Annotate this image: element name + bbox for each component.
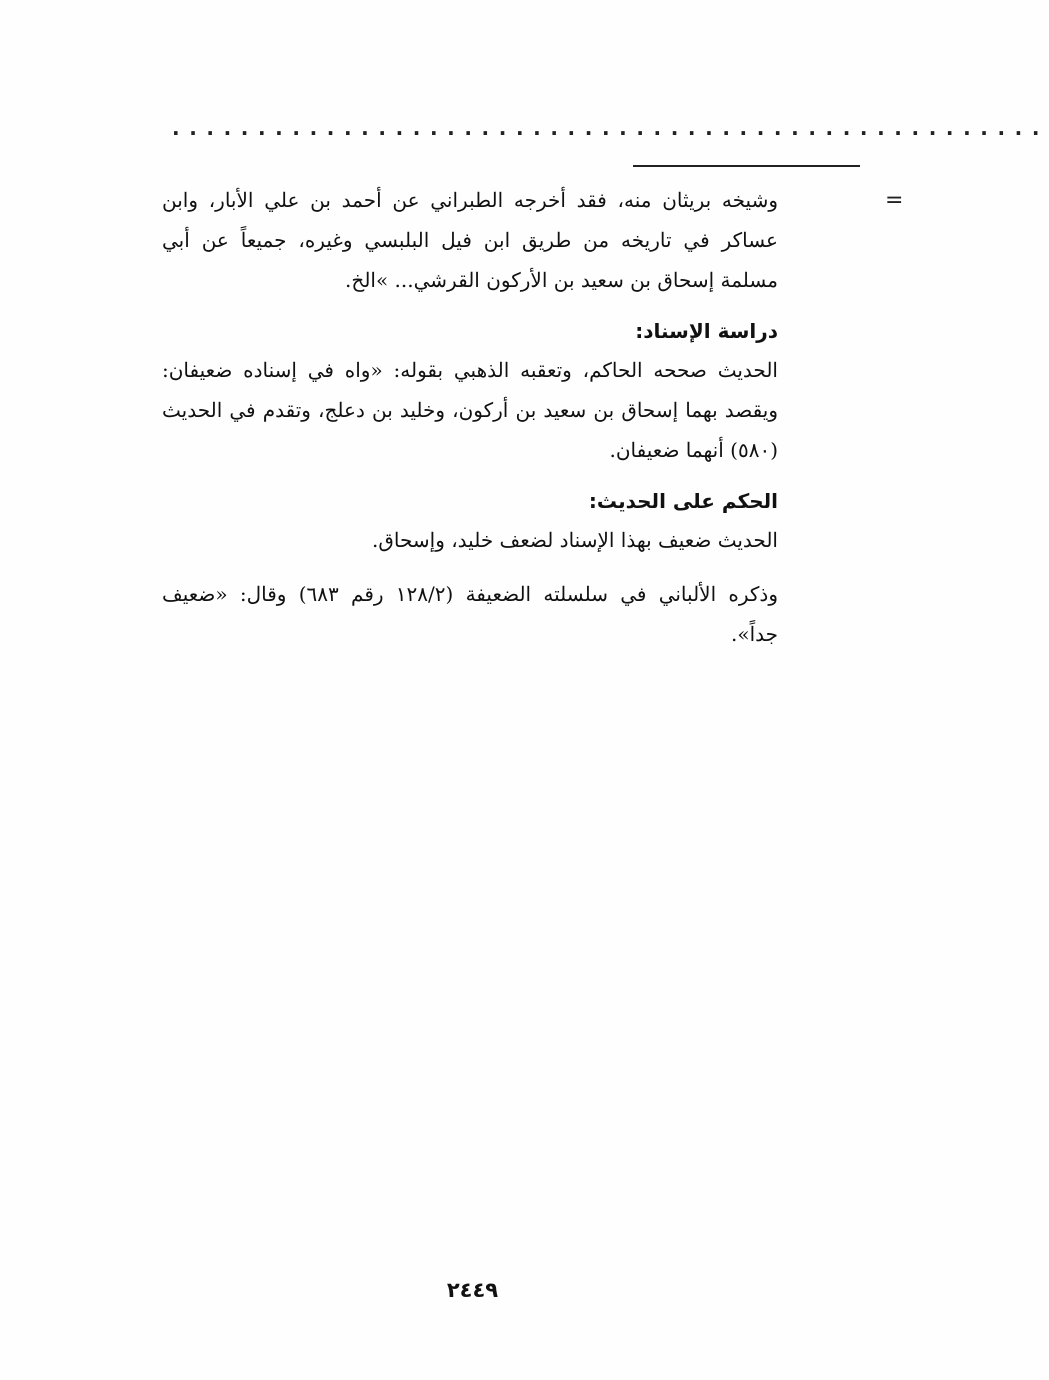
isnad-paragraph: الحديث صححه الحاكم، وتعقبه الذهبي بقوله: «واه في إسناده ضعيفان: ويقصد بهما إسحاق بن سعيد بن أركون، وخليد بن دعلج، وتقدم في الحديث (٥٨٠) أنهما ضعيفان.: [162, 358, 778, 462]
page-number: ٢٤٤٩: [446, 1278, 499, 1302]
continuation-mark: =: [885, 188, 904, 213]
footnote-rule: [633, 165, 860, 167]
footnote-separator-dots: ...................................................: [172, 116, 1049, 140]
ruling-paragraph: الحديث ضعيف بهذا الإسناد لضعف خليد، وإسحاق.: [372, 528, 778, 552]
section-heading-isnad: دراسة الإسناد:: [635, 319, 778, 343]
albani-paragraph: وذكره الألباني في سلسلته الضعيفة (١٢٨/٢ رقم ٦٨٣) وقال: «ضعيف جداً».: [162, 582, 778, 646]
footnote-paragraph: وشيخه بريثان منه، فقد أخرجه الطبراني عن أحمد بن علي الأبار، وابن عساكر في تاريخه من طريق ابن فيل البلبسي وغيره، جميعاً عن أبي مسلمة إسحاق بن سعيد بن الأركون القرشي... »الخ.: [162, 188, 778, 292]
section-heading-ruling: الحكم على الحديث:: [588, 489, 778, 513]
main-text: [162, 180, 778, 654]
